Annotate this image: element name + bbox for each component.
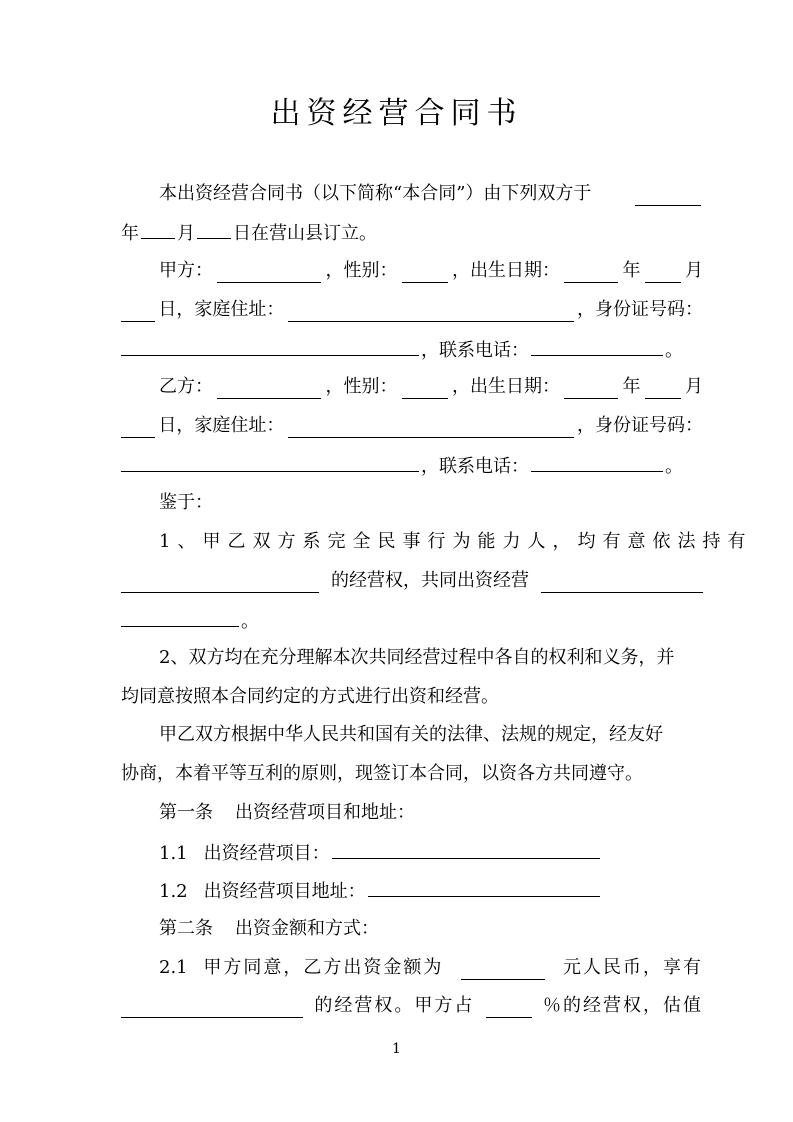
party-a-address-blank [288, 303, 574, 322]
party-b-phone-label: ，联系电话： [421, 456, 529, 477]
preamble-line-2 [121, 220, 377, 244]
operation-right-blank [121, 999, 303, 1018]
party-a-id-blank [121, 337, 419, 356]
clause-1-1-label: 出资经营项目： [203, 843, 330, 864]
whereas-item-1-end: 。 [241, 611, 259, 632]
party-b-gender-label: ，性别： [325, 376, 398, 397]
party-a-address-label: 日，家庭住址： [158, 299, 285, 320]
clause-1-2 [159, 878, 602, 902]
party-b-name-blank [217, 380, 321, 399]
party-a-line-1 [159, 259, 703, 283]
party-a-name-blank [217, 264, 321, 283]
document-title: 出资经营合同书 [270, 96, 523, 131]
party-a-phone-blank [531, 337, 663, 356]
clause-2-1-text-d: ％的经营权，估值 [542, 995, 703, 1016]
article-2-title: 出资金额和方式： [235, 918, 379, 939]
party-b-phone-blank [531, 453, 663, 472]
article-1-number: 第一条 [159, 802, 213, 823]
party-b-line-2 [121, 414, 703, 438]
party-a-gender-blank [402, 264, 448, 283]
article-2-heading [159, 917, 379, 941]
party-b-id-label: ，身份证号码： [576, 415, 703, 436]
investment-amount-blank [461, 961, 545, 980]
clause-2-1-line-1 [159, 956, 703, 980]
party-a-birth-label: ，出生日期： [452, 260, 560, 281]
party-b-birth-day-blank [121, 419, 155, 438]
basis-line-1: 甲乙双方根据中华人民共和国有关的法律、法规的规定，经友好 [159, 724, 663, 745]
whereas-item-2-line-1: 2、双方均在充分理解本次共同经营过程中各自的权利和义务，并 [159, 647, 675, 668]
party-b-id-blank [121, 453, 419, 472]
month-blank [197, 220, 231, 239]
party-b-birth-month-blank [645, 380, 681, 399]
whereas-right-blank [121, 574, 319, 593]
party-a-label: 甲方： [159, 260, 213, 281]
whereas-label: 鉴于： [159, 492, 213, 513]
clause-2-1-text-c: 的经营权。甲方占 [314, 995, 475, 1016]
year-label: 年 [121, 223, 139, 244]
year-blank [141, 220, 175, 239]
whereas-business-blank-cont [121, 608, 239, 627]
party-b-birth-year-blank [564, 380, 618, 399]
party-b-year-label: 年 [622, 376, 641, 397]
party-b-gender-blank [402, 380, 448, 399]
whereas-item-1-middle: 的经营权，共同出资经营 [331, 570, 529, 591]
party-a-birth-year-blank [564, 264, 618, 283]
date-blank [635, 187, 701, 206]
article-1-title: 出资经营项目和地址： [235, 802, 415, 823]
party-b-line-3 [121, 453, 683, 477]
party-b-address-blank [288, 419, 574, 438]
whereas-item-1-line-3 [121, 608, 259, 632]
party-b-end: 。 [665, 456, 683, 477]
whereas-item-1-line-1 [159, 530, 753, 554]
preamble-text: 本出资经营合同书（以下简称“本合同”）由下列双方于 [159, 183, 592, 204]
whereas-item-1-line-2 [121, 569, 703, 593]
project-blank [332, 840, 600, 859]
clause-1-2-number: 1.2 [159, 881, 188, 902]
article-1-heading [159, 801, 415, 825]
preamble-line-1 [159, 182, 703, 206]
party-a-birth-day-blank [121, 303, 155, 322]
clause-2-1-line-2 [121, 994, 703, 1018]
month-label: 月 [177, 223, 195, 244]
day-label: 日在营山县订立。 [233, 223, 377, 244]
party-a-end: 。 [665, 340, 683, 361]
whereas-item-1-text: 1、甲乙双方系完全民事行为能力人，均有意依法持有 [159, 531, 753, 552]
party-a-line-2 [121, 298, 703, 322]
whereas-item-2-line-2: 均同意按照本合同约定的方式进行出资和经营。 [121, 686, 499, 707]
party-a-gender-label: ，性别： [325, 260, 398, 281]
clause-2-1-text-b: 元人民币，享有 [562, 957, 703, 978]
party-a-month-label: 月 [685, 260, 703, 281]
project-address-blank [368, 878, 600, 897]
page-number: 1 [392, 1041, 401, 1057]
article-2-number: 第二条 [159, 918, 213, 939]
clause-1-1-number: 1.1 [159, 843, 188, 864]
whereas-business-blank [541, 574, 703, 593]
party-a-id-label: ，身份证号码： [576, 299, 703, 320]
share-percent-blank [486, 999, 532, 1018]
party-a-year-label: 年 [622, 260, 641, 281]
party-a-line-3 [121, 337, 683, 361]
party-b-birth-label: ，出生日期： [452, 376, 560, 397]
party-a-birth-month-blank [645, 264, 681, 283]
party-b-address-label: 日，家庭住址： [158, 415, 285, 436]
clause-1-1 [159, 840, 602, 864]
party-a-phone-label: ，联系电话： [421, 340, 529, 361]
clause-2-1-text-a: 甲方同意，乙方出资金额为 [203, 957, 444, 978]
clause-2-1-number: 2.1 [159, 957, 188, 978]
clause-1-2-label: 出资经营项目地址： [203, 881, 366, 902]
party-b-label: 乙方： [159, 376, 213, 397]
party-b-line-1 [159, 375, 703, 399]
basis-line-2: 协商，本着平等互利的原则，现签订本合同，以资各方共同遵守。 [121, 763, 643, 784]
party-b-month-label: 月 [685, 376, 703, 397]
